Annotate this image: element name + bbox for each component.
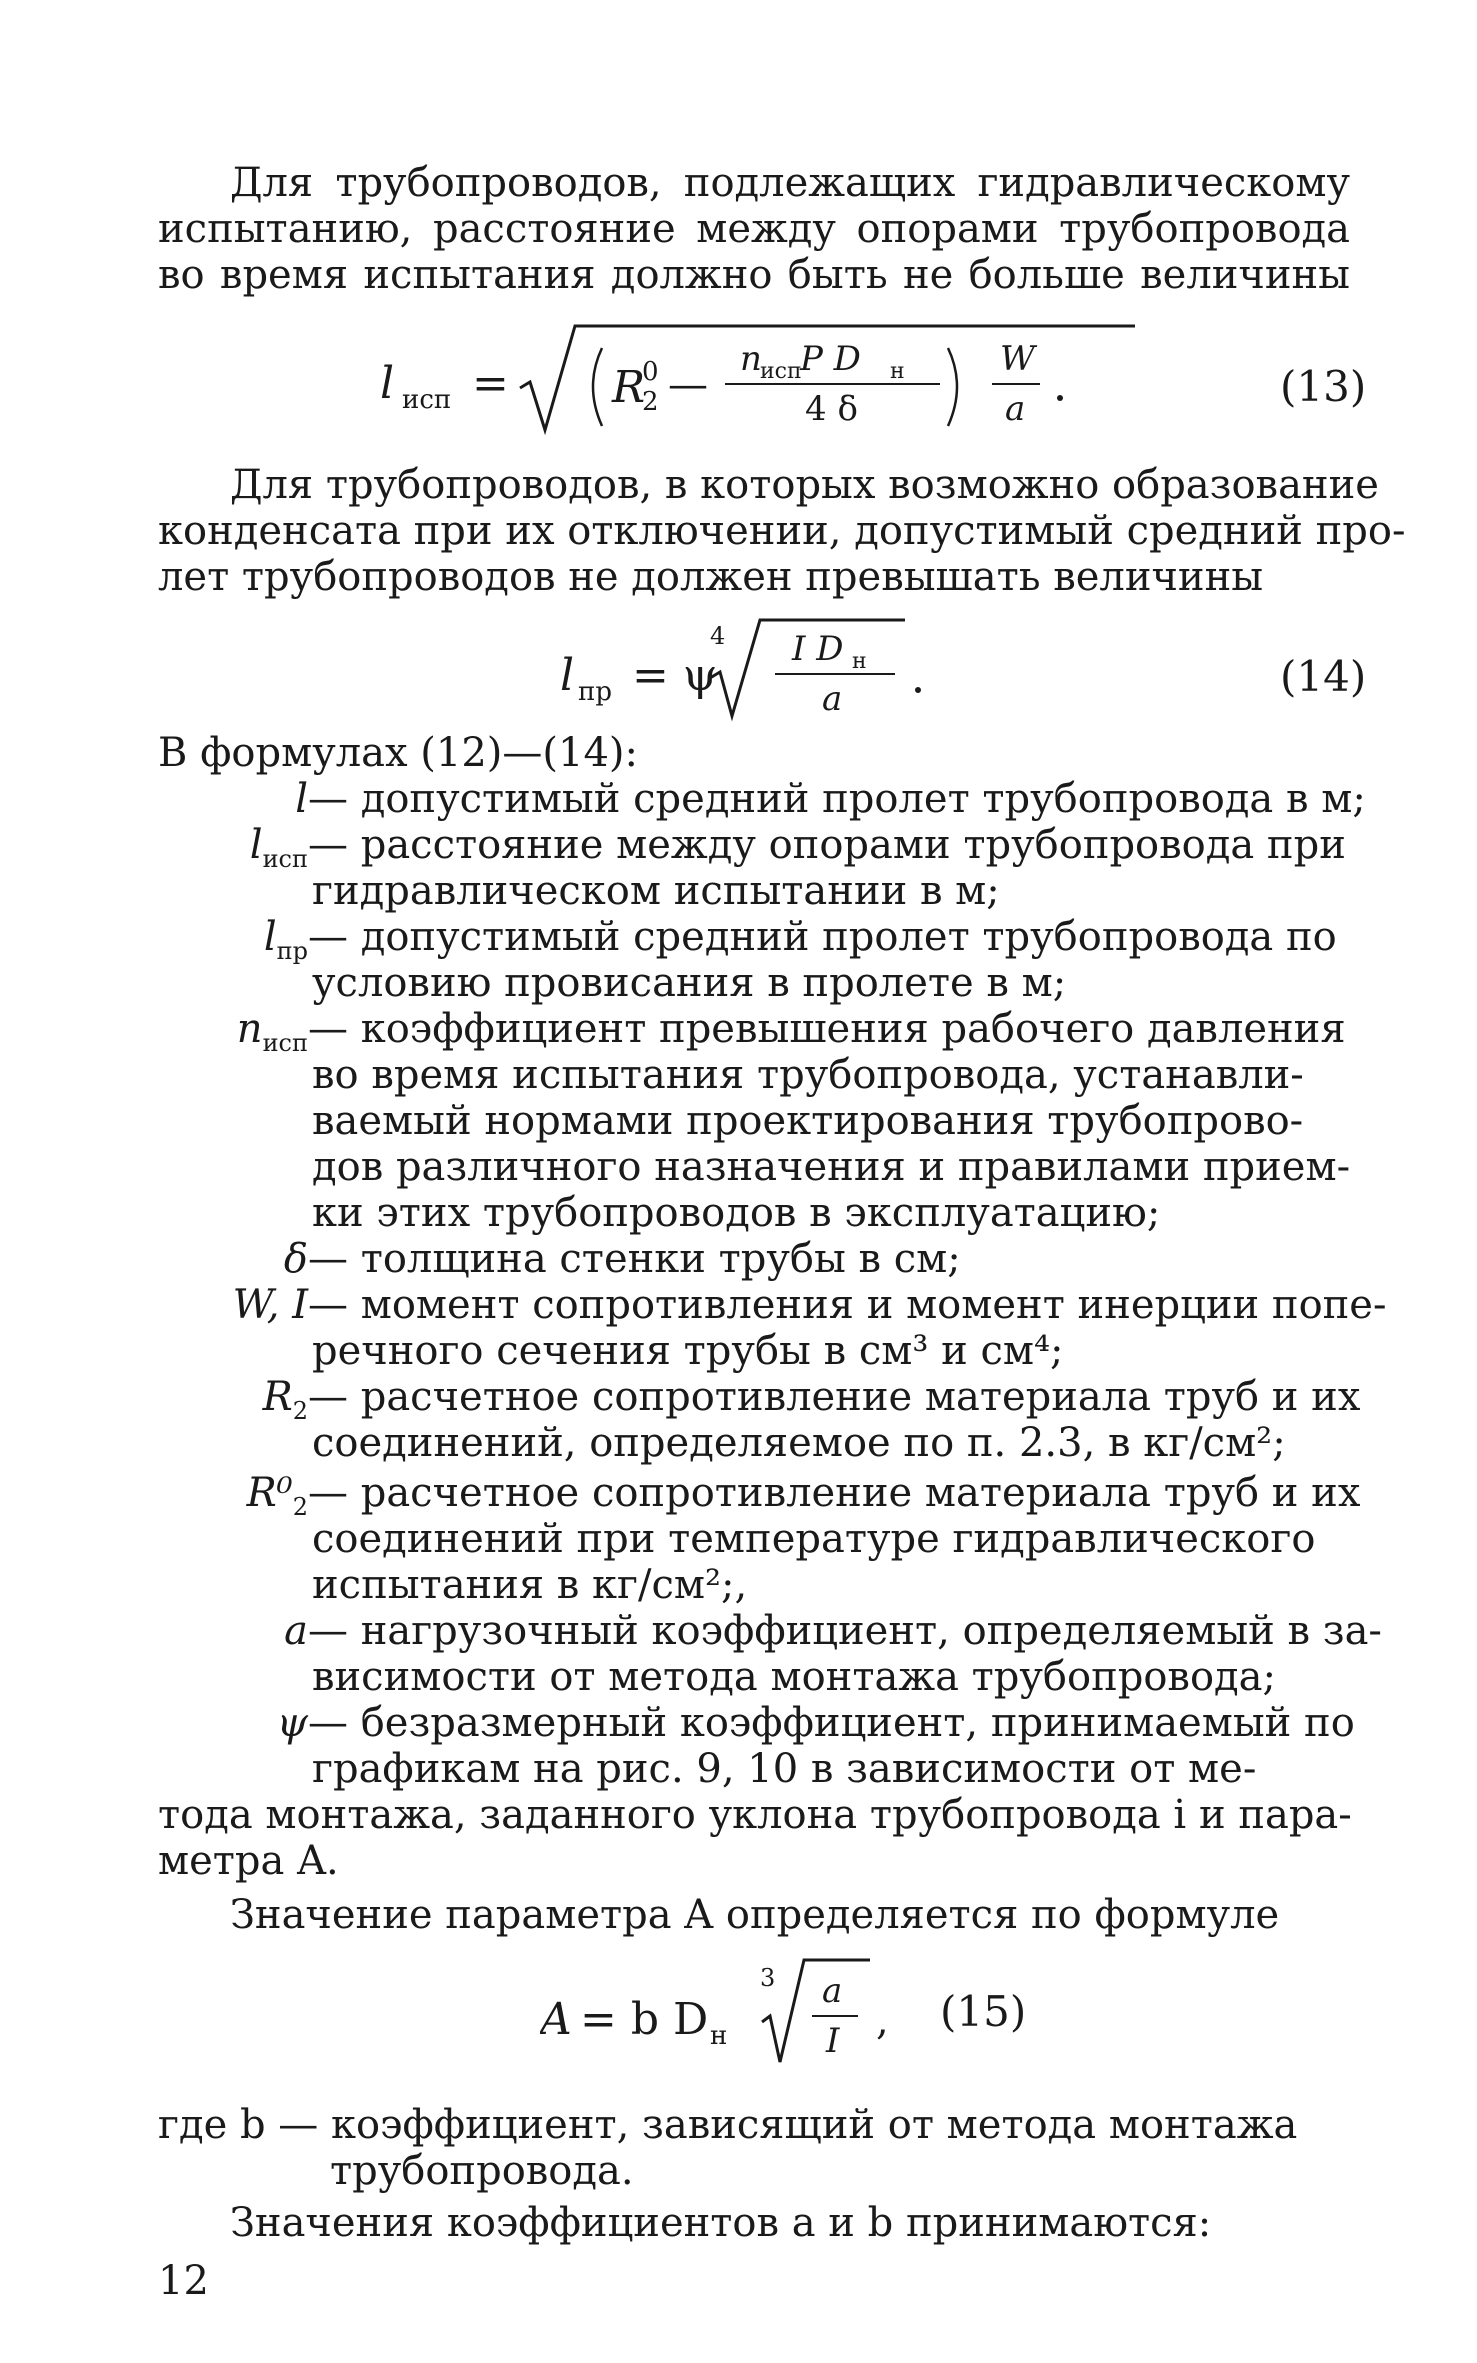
p3-line-1: тода монтажа, заданного уклона трубопровода i и пара- <box>158 1792 1352 1838</box>
def-l-text: — допустимый средний пролет трубопровода в м; <box>308 776 1366 822</box>
eq14-eq-psi: = ψ <box>632 650 718 701</box>
def-l-pr-line-1: — допустимый средний пролет трубопровода по <box>308 914 1337 960</box>
def-symbol-r2-0: $R^0_2$ <box>246 1470 308 1521</box>
eq13-num-rest: P D <box>800 339 861 379</box>
def-symbol-l-isp: $l_{исп}$ <box>249 822 308 873</box>
def-l-isp-line-2: гидравлическом испытании в м; <box>312 868 1000 914</box>
eq14-root-index: 4 <box>710 622 726 650</box>
def-symbol-psi: ψ <box>276 1700 308 1746</box>
def-r2-0-line-3: испытания в кг/см²;, <box>312 1562 748 1608</box>
eq14-num-sub: н <box>852 649 867 674</box>
def-n-isp-line-4: дов различного назначения и правилами прием- <box>312 1144 1351 1190</box>
def-symbol-n-isp: $n_{исп}$ <box>236 1006 308 1057</box>
p3-line-2: метра A. <box>158 1838 339 1884</box>
eq13-r-sup: 0 <box>642 357 659 387</box>
def-symbol-a: a <box>284 1608 308 1654</box>
eq13-paren-close <box>948 348 957 426</box>
eq13-paren-open <box>593 348 602 426</box>
eq13-lhs: l <box>380 358 395 409</box>
eq14-dot <box>915 687 921 693</box>
def-l-pr-line-2: условию провисания в пролете в м; <box>312 960 1067 1006</box>
page-number: 12 <box>158 2258 209 2304</box>
eq13-minus: — <box>668 362 708 408</box>
eq13-equals: = <box>472 358 509 409</box>
p2-line-1: Для трубопроводов, в которых возможно образование <box>230 462 1379 508</box>
def-l-isp-line-1: — расстояние между опорами трубопровода при <box>308 822 1346 868</box>
def-r2-0-line-1: — расчетное сопротивление материала труб и их <box>308 1470 1361 1516</box>
eq13-a: a <box>1005 389 1026 429</box>
p1-line-3: во время испытания должно быть не больше величины <box>158 252 1350 298</box>
eq15-lhs: A <box>540 1994 572 2045</box>
def-n-isp-line-3: ваемый нормами проектирования трубопрово- <box>312 1098 1304 1144</box>
eq14-lhs-sub: пр <box>578 677 612 707</box>
p1-line-1: Для трубопроводов, подлежащих гидравлическому <box>230 160 1350 206</box>
p5-line-2: трубопровода. <box>330 2148 634 2194</box>
eq13-num-rest-sub: н <box>890 359 905 384</box>
eq13-w: W <box>1000 339 1035 379</box>
def-symbol-r2: $R_2$ <box>262 1374 308 1425</box>
eq14-lhs: l <box>560 650 575 701</box>
p5-line-1: где b — коэффициент, зависящий от метода монтажа <box>158 2102 1298 2148</box>
eq13-den: 4 δ <box>805 389 858 429</box>
def-r2-line-1: — расчетное сопротивление материала труб и их <box>308 1374 1361 1420</box>
formulas-intro: В формулах (12)—(14): <box>158 730 638 776</box>
p1-line-2: испытанию, расстояние между опорами трубопровода <box>158 206 1350 252</box>
eq15-number: (15) <box>940 1987 1027 2036</box>
def-r2-line-2: соединений, определяемое по п. 2.3, в кг/см²; <box>312 1420 1286 1466</box>
p4-line: Значение параметра A определяется по формуле <box>230 1892 1280 1938</box>
eq15-rhs-sub: н <box>710 2021 728 2051</box>
def-a-line-2: висимости от метода монтажа трубопровода; <box>312 1654 1276 1700</box>
eq15-den: I <box>826 2021 840 2061</box>
def-delta-text: — толщина стенки трубы в см; <box>308 1236 961 1282</box>
eq14-num: I D <box>792 629 844 669</box>
eq13-lhs-sub: исп <box>402 385 452 415</box>
def-n-isp-line-2: во время испытания трубопровода, устанавли- <box>312 1052 1304 1098</box>
eq14-number: (14) <box>1280 652 1367 701</box>
def-symbol-l: l <box>295 776 308 822</box>
eq13-num-n: n <box>740 339 762 379</box>
p2-line-3: лет трубопроводов не должен превышать величины <box>158 554 1264 600</box>
eq13-r-sub: 2 <box>642 387 659 417</box>
def-psi-line-2: графикам на рис. 9, 10 в зависимости от ме- <box>312 1746 1257 1792</box>
eq15-rhs: = b D <box>580 1994 709 2045</box>
def-w-i-line-2: речного сечения трубы в см³ и см⁴; <box>312 1328 1064 1374</box>
eq13-num-n-sub: исп <box>760 359 802 384</box>
def-w-i-line-1: — момент сопротивления и момент инерции попе- <box>308 1282 1387 1328</box>
def-n-isp-line-1: — коэффициент превышения рабочего давления <box>308 1006 1346 1052</box>
eq15-comma: , <box>876 1998 889 2044</box>
eq15-num: a <box>822 1971 843 2011</box>
eq13-r: R <box>612 362 646 413</box>
def-symbol-l-pr: $l_{пр}$ <box>263 914 308 965</box>
eq15-root-index: 3 <box>760 1964 776 1992</box>
def-psi-line-1: — безразмерный коэффициент, принимаемый по <box>308 1700 1355 1746</box>
def-r2-0-line-2: соединений при температуре гидравлического <box>312 1516 1316 1562</box>
p2-line-2: конденсата при их отключении, допустимый средний про- <box>158 508 1406 554</box>
equation-14 <box>560 612 940 722</box>
def-symbol-delta: δ <box>283 1236 308 1282</box>
def-n-isp-line-5: ки этих трубопроводов в эксплуатацию; <box>312 1190 1161 1236</box>
eq13-number: (13) <box>1280 362 1367 411</box>
p6-line: Значения коэффициентов a и b принимаются: <box>230 2200 1212 2246</box>
eq15-root-sign <box>762 1960 870 2062</box>
def-a-line-1: — нагрузочный коэффициент, определяемый в за- <box>308 1608 1382 1654</box>
equation-15 <box>540 1952 1040 2072</box>
eq13-dot <box>1057 395 1063 401</box>
equation-13 <box>380 318 1140 438</box>
def-symbol-w-i: W, I <box>232 1282 308 1328</box>
eq14-den: a <box>822 679 843 719</box>
